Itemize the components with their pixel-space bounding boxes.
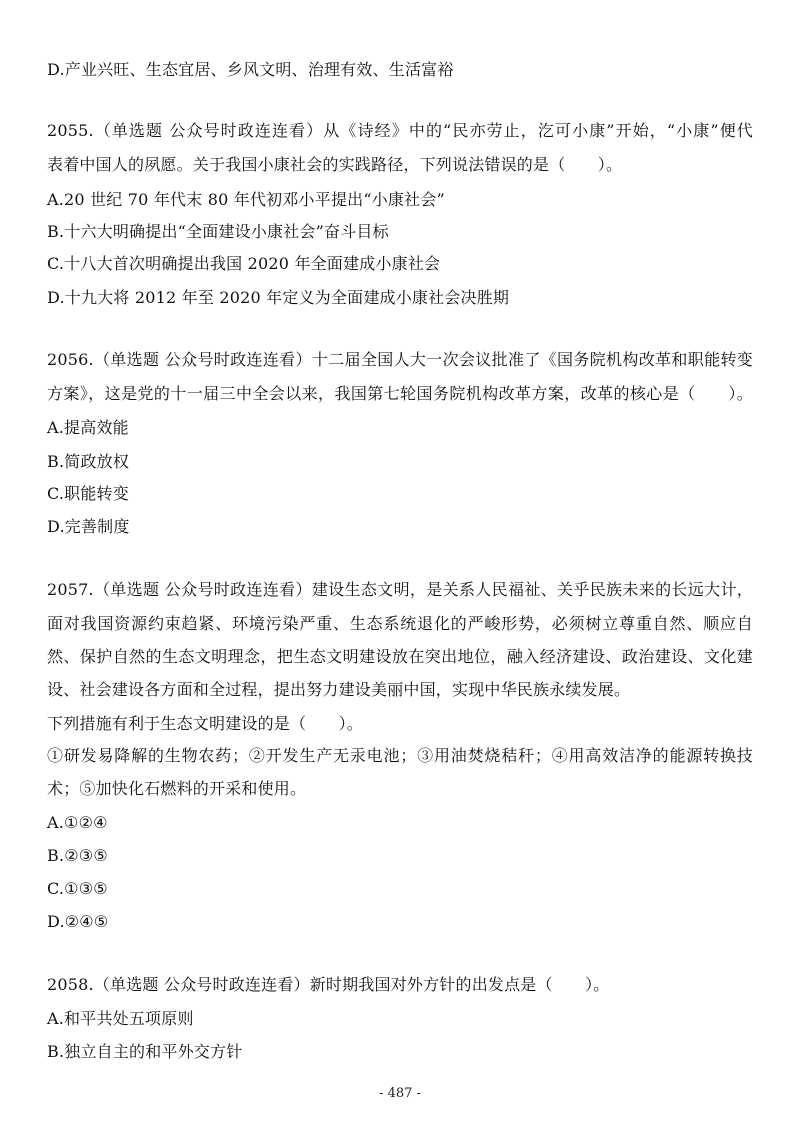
option-c-2057: C.①③⑤ bbox=[47, 879, 108, 898]
option-d-2054: D.产业兴旺、生态宜居、乡风文明、治理有效、生活富裕 bbox=[47, 60, 454, 79]
question-2057-items-line-1: ①研发易降解的生物农药；②开发生产无汞电池；③用油焚烧秸秆；④用高效洁净的能源转换技 bbox=[47, 746, 753, 765]
question-2057-prompt: 下列措施有利于生态文明建设的是（ ）。 bbox=[47, 714, 364, 733]
question-2057-stem-line-2: 面对我国资源约束趋紧、环境污染严重、生态系统退化的严峻形势，必须树立尊重自然、顺应自 bbox=[47, 614, 753, 633]
option-b-2056: B.简政放权 bbox=[47, 452, 130, 471]
page-number: - 487 - bbox=[379, 1086, 421, 1101]
option-d-2056: D.完善制度 bbox=[47, 517, 130, 536]
question-2057-stem-line-4: 设、社会建设各方面和全过程，提出努力建设美丽中国，实现中华民族永续发展。 bbox=[47, 680, 631, 699]
option-b-2058: B.独立自主的和平外交方针 bbox=[47, 1042, 243, 1061]
option-a-2056: A.提高效能 bbox=[47, 418, 129, 437]
question-2055-stem-line-2: 表着中国人的夙愿。关于我国小康社会的实践路径，下列说法错误的是（ ）。 bbox=[47, 155, 623, 174]
question-2058-stem: 2058.（单选题 公众号时政连连看）新时期我国对外方针的出发点是（ ）。 bbox=[47, 975, 610, 994]
option-a-2057: A.①②④ bbox=[47, 813, 108, 832]
question-2057-stem-line-1: 2057.（单选题 公众号时政连连看）建设生态文明，是关系人民福祉、关乎民族未来的长远大计， bbox=[47, 580, 753, 599]
question-2056-stem-line-1: 2056.（单选题 公众号时政连连看）十二届全国人大一次会议批准了《国务院机构改革和职能转变 bbox=[47, 350, 753, 369]
option-b-2055: B.十六大明确提出“全面建设小康社会”奋斗目标 bbox=[47, 222, 389, 241]
option-b-2057: B.②③⑤ bbox=[47, 846, 108, 865]
question-2057-items-line-2: 术；⑤加快化石燃料的开采和使用。 bbox=[47, 779, 307, 798]
question-2057-stem-line-3: 然、保护自然的生态文明理念，把生态文明建设放在突出地位，融入经济建设、政治建设、文化建 bbox=[47, 647, 753, 666]
question-2056-stem-line-2: 方案》，这是党的十一届三中全会以来，我国第七轮国务院机构改革方案，改革的核心是（ ）。 bbox=[47, 384, 753, 403]
option-c-2056: C.职能转变 bbox=[47, 484, 129, 503]
option-a-2058: A.和平共处五项原则 bbox=[47, 1009, 194, 1028]
option-d-2055: D.十九大将 2012 年至 2020 年定义为全面建成小康社会决胜期 bbox=[47, 288, 510, 307]
option-c-2055: C.十八大首次明确提出我国 2020 年全面建成小康社会 bbox=[47, 254, 441, 273]
option-a-2055: A.20 世纪 70 年代末 80 年代初邓小平提出“小康社会” bbox=[47, 190, 445, 209]
option-d-2057: D.②④⑤ bbox=[47, 912, 109, 931]
question-2055-stem-line-1: 2055.（单选题 公众号时政连连看）从《诗经》中的“民亦劳止，汔可小康”开始，“小康”便代 bbox=[47, 121, 753, 140]
